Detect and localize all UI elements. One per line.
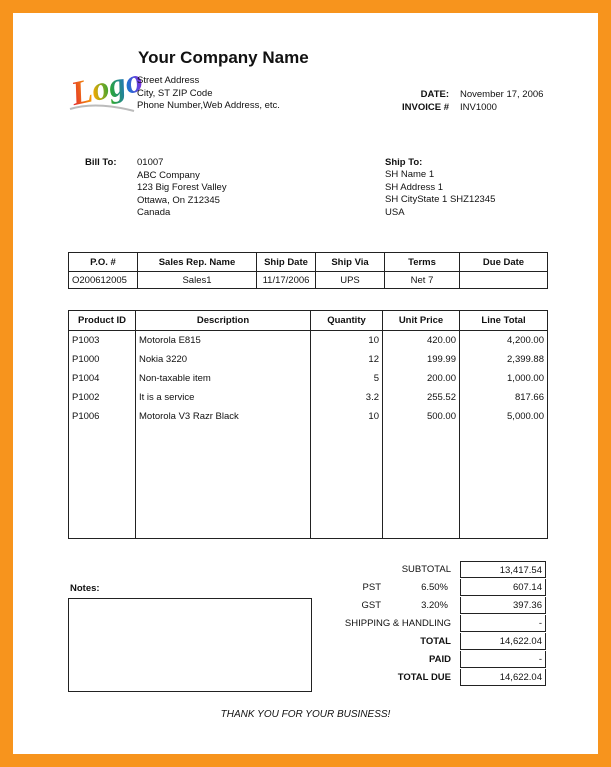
col-po: P.O. #	[69, 253, 138, 272]
bill-line: Canada	[137, 207, 171, 218]
invoice-label: INVOICE #	[402, 101, 449, 113]
empty-row	[69, 482, 548, 539]
subtotal-value: 13,417.54	[460, 561, 546, 578]
order-row	[69, 272, 548, 289]
total-due-value: 14,622.04	[460, 669, 546, 686]
terms: Net 7	[385, 272, 460, 289]
col-line-total: Line Total	[460, 311, 548, 331]
company-name: Your Company Name	[138, 48, 309, 67]
meta-values	[460, 89, 543, 114]
city-line: City, ST ZIP Code	[137, 87, 213, 99]
gst-label: GST	[361, 600, 381, 611]
bill-line: Ottawa, On Z12345	[137, 194, 220, 206]
date-value: November 17, 2006	[460, 89, 544, 100]
paid-row	[313, 651, 548, 669]
paid-label: PAID	[429, 654, 451, 665]
line-total: 4,200.00	[460, 331, 548, 351]
pst-value: 607.14	[460, 579, 546, 596]
quantity: 12	[311, 350, 383, 369]
po-number: O200612005	[69, 272, 138, 289]
table-row	[69, 407, 548, 426]
sales-rep: Sales1	[138, 272, 257, 289]
ship-to-address	[385, 169, 495, 219]
unit-price: 199.99	[383, 350, 460, 369]
thank-you-message: THANK YOU FOR YOUR BUSINESS!	[220, 709, 391, 720]
unit-price: 500.00	[383, 407, 460, 426]
col-sales-rep: Sales Rep. Name	[138, 253, 257, 272]
shipping-value: -	[460, 615, 546, 632]
table-row	[69, 331, 548, 351]
total-due-label: TOTAL DUE	[397, 672, 451, 683]
ship-line: SH Address 1	[385, 181, 444, 193]
table-row	[69, 350, 548, 369]
line-total: 2,399.88	[460, 350, 548, 369]
shipping-row	[313, 615, 548, 633]
ship-date: 11/17/2006	[257, 272, 316, 289]
street-address: Street Address	[137, 75, 200, 86]
col-product-id: Product ID	[69, 311, 136, 331]
description: Motorola V3 Razr Black	[136, 407, 311, 426]
pst-label: PST	[362, 582, 381, 593]
unit-price: 200.00	[383, 369, 460, 388]
product-id: P1000	[69, 350, 136, 369]
table-row	[69, 388, 548, 407]
col-unit-price: Unit Price	[383, 311, 460, 331]
line-total: 1,000.00	[460, 369, 548, 388]
col-due-date: Due Date	[460, 253, 548, 272]
description: Non-taxable item	[136, 369, 311, 388]
empty-row	[69, 426, 548, 482]
line-total: 5,000.00	[460, 407, 548, 426]
product-id: P1004	[69, 369, 136, 388]
gst-rate: 3.20%	[421, 600, 448, 611]
quantity: 5	[311, 369, 383, 388]
col-ship-date: Ship Date	[257, 253, 316, 272]
shipping-label: SHIPPING & HANDLING	[344, 618, 451, 629]
line-total: 817.66	[460, 388, 548, 407]
notes-label: Notes:	[70, 583, 100, 594]
notes-field[interactable]	[68, 598, 312, 692]
due-date	[460, 272, 548, 289]
product-id: P1003	[69, 331, 136, 351]
invoice-number: INV1000	[460, 101, 497, 113]
col-quantity: Quantity	[311, 311, 383, 331]
col-ship-via: Ship Via	[316, 253, 385, 272]
description: Motorola E815	[136, 331, 311, 351]
paid-value: -	[460, 651, 546, 668]
description: Nokia 3220	[136, 350, 311, 369]
ship-line: SH Name 1	[385, 169, 435, 180]
logo-image	[66, 53, 146, 114]
line-items-table	[68, 310, 548, 539]
gst-row	[313, 597, 548, 615]
total-due-row	[313, 669, 548, 687]
ship-to-label: Ship To:	[385, 157, 423, 168]
total-label: TOTAL	[420, 636, 451, 647]
bill-to-address	[137, 157, 227, 220]
svg-text:Logo: Logo	[67, 62, 146, 114]
table-row	[69, 369, 548, 388]
bill-to-label: Bill To:	[85, 157, 117, 168]
product-id: P1002	[69, 388, 136, 407]
unit-price: 420.00	[383, 331, 460, 351]
order-info-table	[68, 252, 548, 289]
product-id: P1006	[69, 407, 136, 426]
quantity: 10	[311, 331, 383, 351]
items-header-row	[69, 311, 548, 331]
ship-via: UPS	[316, 272, 385, 289]
contact-line: Phone Number,Web Address, etc.	[137, 100, 280, 111]
unit-price: 255.52	[383, 388, 460, 407]
meta-labels	[387, 89, 449, 114]
pst-row	[313, 579, 548, 597]
date-label: DATE:	[420, 89, 449, 100]
bill-line: 01007	[137, 157, 164, 168]
col-description: Description	[136, 311, 311, 331]
invoice-page	[13, 13, 598, 754]
col-terms: Terms	[385, 253, 460, 272]
subtotal-row	[313, 561, 548, 579]
total-value: 14,622.04	[460, 633, 546, 650]
description: It is a service	[136, 388, 311, 407]
gst-value: 397.36	[460, 597, 546, 614]
quantity: 10	[311, 407, 383, 426]
total-row	[313, 633, 548, 651]
quantity: 3.2	[311, 388, 383, 407]
ship-line: USA	[385, 206, 405, 218]
order-header-row	[69, 253, 548, 272]
ship-line: SH CityState 1 SHZ12345	[385, 194, 496, 205]
pst-rate: 6.50%	[421, 582, 448, 593]
company-address	[137, 75, 280, 113]
subtotal-label: SUBTOTAL	[401, 564, 451, 575]
bill-line: ABC Company	[137, 169, 200, 181]
bill-line: 123 Big Forest Valley	[137, 182, 227, 193]
